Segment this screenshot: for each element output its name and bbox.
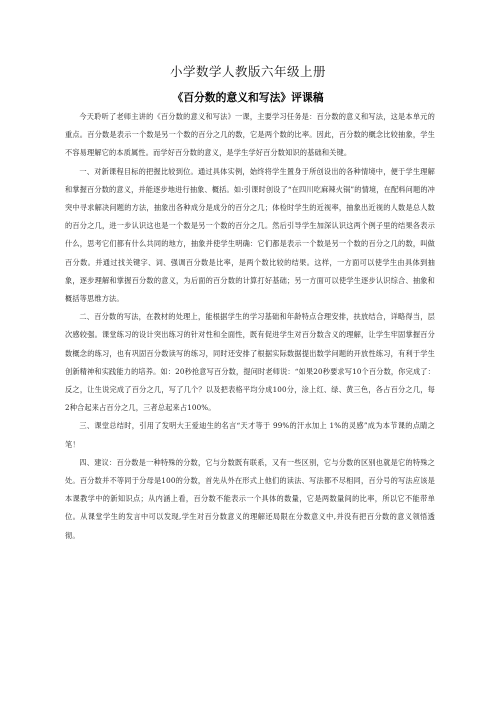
paragraph-intro: 今天聆听了老师主讲的《百分数的意义和写法》一课，主要学习任务是：百分数的意义和写法，这是本单元的重点。百分数是表示一个数是另一个数的百分之几的数，它是两个数的比率。因此，百分数的概念比较抽象，学生不容易理解它的本质属性。而学好百分数的意义，是学生学好百分数知识的基础和关键。	[65, 112, 435, 158]
document-title: 小学数学人教版六年级上册	[169, 64, 326, 79]
document-subtitle: 《百分数的意义和写法》评课稿	[172, 91, 324, 104]
paragraph-section-2: 二、百分数的写法，在教材的处理上，能根据学生的学习基础和年龄特点合理安排，扶放结合，详略得当，层次感较强。课堂练习的设计突出练习的针对性和全面性，既有促进学生对百分数含义的理解，让学生牢固掌握百分数概念的练习，也有巩固百分数读写的练习，同时还安排了根据实际数据提出数学问题的开放性练习，有利于学生创新精神和实践能力的培养。如：20秒抢意写百分数，提问时老师说：“如果20秒要求写10个百分数，你完成了：反之，让生说完成了百分之几，写了几个？以及把表格平均分成100分，涂上红、绿、黄三色，各占百分之几，每2种合起来占百分之几，三者总起来占100%。	[65, 312, 435, 413]
document-body	[65, 108, 435, 545]
paragraph-section-3: 三、课堂总结时，引用了发明大王爱迪生的名言“天才等于 99%的汗水加上 1%的灵感”成为本节课的点睛之笔！	[65, 421, 435, 449]
paragraph-section-4: 四、建议：百分数是一种特殊的分数，它与分数既有联系，又有一些区别，它与分数的区别也就是它的特殊之处。百分数并不等同于分母是100的分数，首先从外在形式上他们的读法、写法都不尽相同，百分号的写法应该是本课教学中的新知识点；从内涵上看，百分数不能表示一个具体的数量，它是两数量间的比率，所以它不能带单位。从课堂学生的发言中可以发现,学生对百分数意义的理解还局限在分数意义中,并没有把百分数的意义领悟透彻。	[65, 457, 435, 540]
paragraph-section-1: 一、对新课程目标的把握比较到位。通过具体实例，始终将学生置身于所创设出的各种情境中，便于学生理解和掌握百分数的意义，并能逐步地进行抽象、概括。如:引课时创设了“在四川吃麻辣火锅”的情境，在配料问题的冲突中寻求解决问题的方法，抽象出各种成分是成分的百分之几；体检时学生的近视率，抽象出近视的人数是总人数的百分之几，进一步认识这也是一个数是另一个数的百分之几。然后引导学生加深认识这两个例子里的结果各表示什么，思考它们都有什么共同的地方，抽象并使学生明确：它们都是表示一个数是另一个数的百分之几的数，叫做百分数。并通过找关键字、词、强调百分数是比率，是两个数比较的结果。这样，一方面可以使学生由具体到抽象，逐步理解和掌握百分数的意义，为后面的百分数的计算打好基础；另一方面可以使学生逐步认识综合、抽象和概括等思维方法。	[65, 166, 435, 304]
